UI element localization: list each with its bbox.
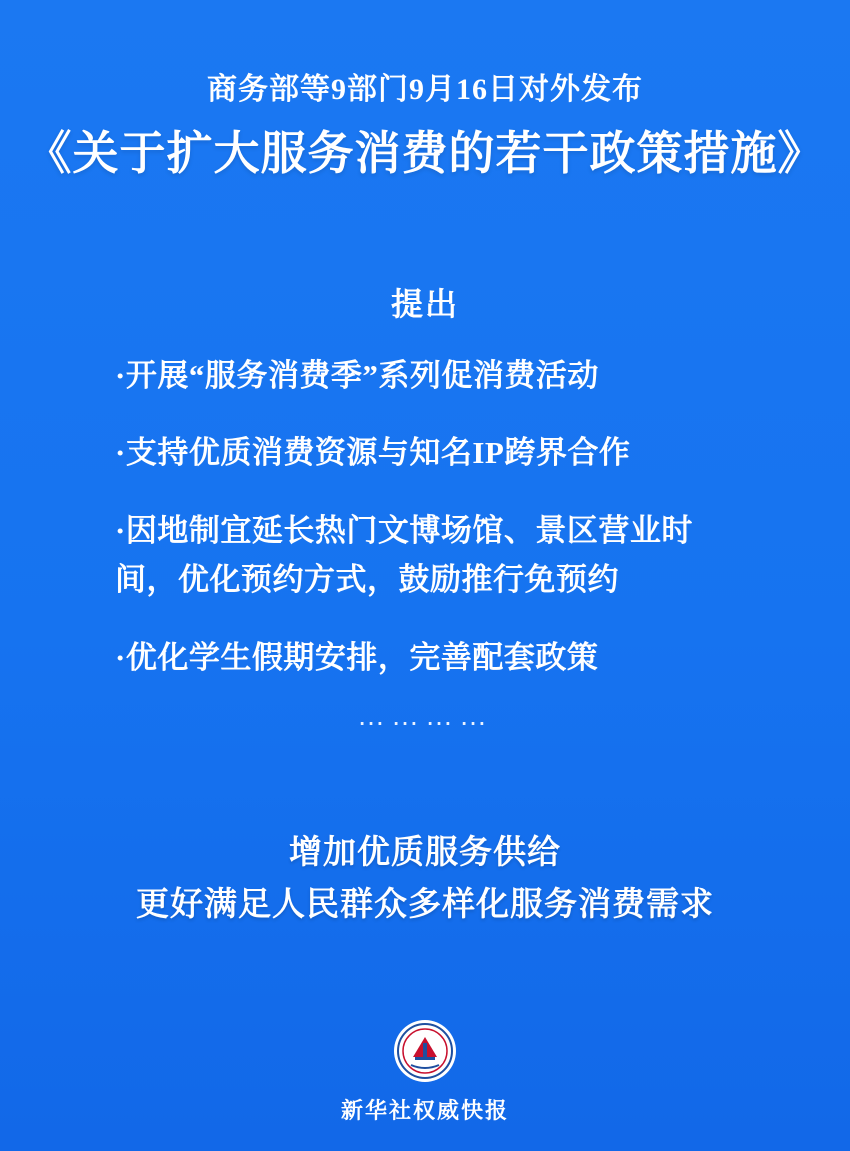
ellipsis-text: ………… [357, 700, 493, 732]
header-block [0, 70, 850, 183]
xinhua-logo-icon [394, 1020, 456, 1082]
list-item: ·开展“服务消费季”系列促消费活动 [115, 357, 599, 393]
list-item: ·因地制宜延长热门文博场馆、景区营业时间，优化预约方式，鼓励推行免预约 [115, 512, 693, 598]
closing-line-2: 更好满足人民群众多样化服务消费需求 [136, 886, 714, 923]
footer-brand-name: 新华社权威快报 [340, 1098, 509, 1123]
list-item: ·优化学生假期安排，完善配套政策 [115, 639, 599, 675]
footer [0, 1020, 850, 1125]
lead-text: 提出 [390, 285, 459, 322]
kicker-text: 商务部等9部门9月16日对外发布 [207, 73, 643, 106]
closing-block [0, 828, 850, 930]
points-list [115, 351, 735, 683]
closing-line-1: 增加优质服务供给 [289, 835, 561, 872]
body-block [0, 279, 850, 733]
page-title: 《关于扩大服务消费的若干政策措施》 [25, 128, 825, 179]
list-item: ·支持优质消费资源与知名IP跨界合作 [115, 435, 631, 471]
